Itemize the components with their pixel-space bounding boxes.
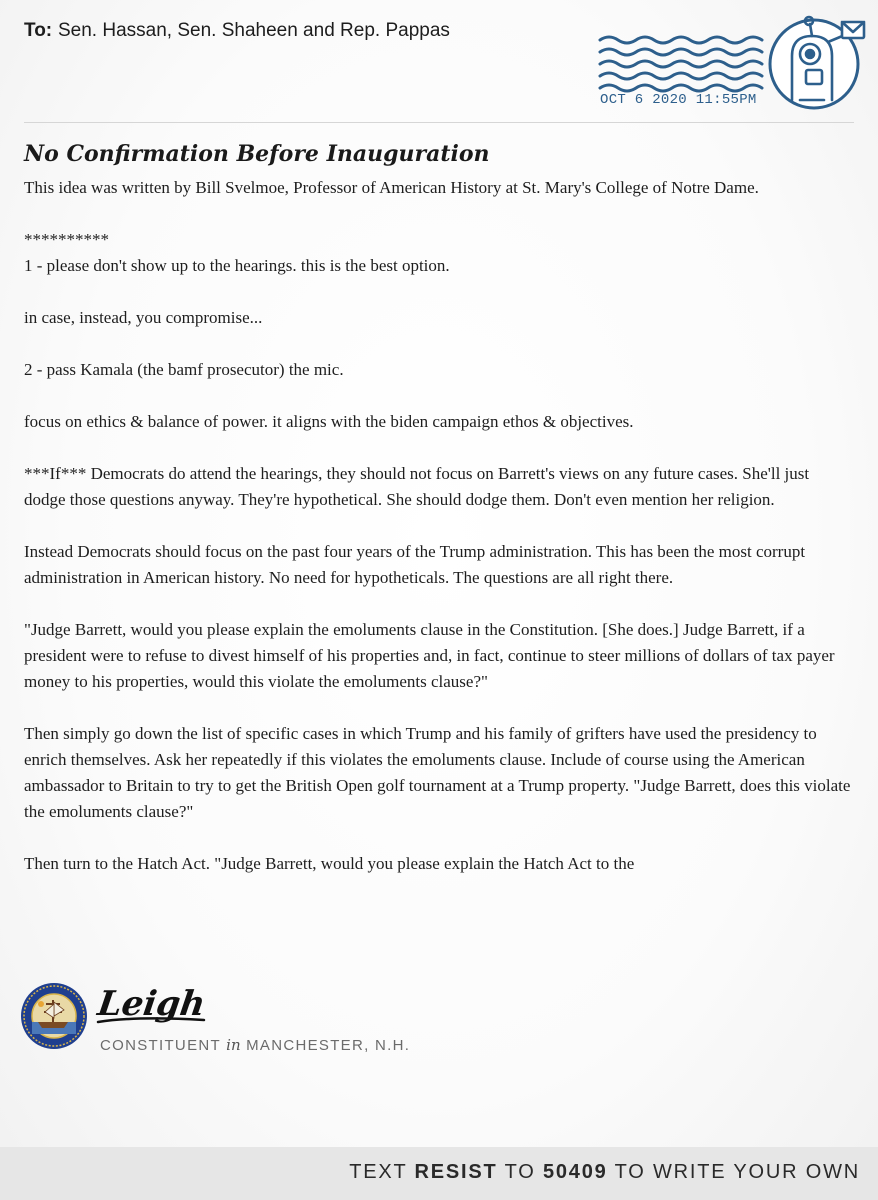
footer-suffix: TO WRITE YOUR OWN bbox=[614, 1161, 860, 1183]
letter-body bbox=[24, 175, 854, 903]
signature-name: Leigh bbox=[95, 984, 208, 1024]
footer-keyword: RESIST bbox=[414, 1161, 498, 1183]
signature-connector: in bbox=[226, 1036, 241, 1054]
paragraph-specific-cases: Then simply go down the list of specific cases in which Trump and his family of grifters have used the presidency to enrich themselves. Ask her repeatedly if this violates the emoluments clause. Include of course using the American ambassador to Britain to try to get the British Open golf tournament at a Trump property. "Judge Barrett, does this violate the emoluments clause?" bbox=[24, 724, 851, 821]
footer-number: 50409 bbox=[542, 1161, 608, 1183]
paragraph-emoluments-question: "Judge Barrett, would you please explain the emoluments clause in the Constitution. [She does.] Judge Barrett, if a president were to refuse to divest himself of his properties and, in fact, continue to steer millions of dollars of tax payer money to his properties, would this violate the emoluments clause?" bbox=[24, 620, 835, 691]
paragraph-option-1: 1 - please don't show up to the hearings. this is the best option. bbox=[24, 256, 450, 275]
nh-state-seal-icon bbox=[20, 982, 88, 1050]
signature-block bbox=[20, 982, 520, 1062]
paragraph-if-attend: ***If*** Democrats do attend the hearings, they should not focus on Barrett's views on any future cases. She'll just dodge those questions anyway. They're hypothetical. She should dodge them. Don't even mention her religion. bbox=[24, 464, 810, 509]
postmark-wavy-lines bbox=[600, 37, 762, 91]
signature-location-line bbox=[100, 1036, 410, 1054]
paragraph-separator: ********** bbox=[24, 230, 109, 249]
signature-location: MANCHESTER, N.H. bbox=[246, 1037, 411, 1054]
paragraph-option-2: 2 - pass Kamala (the bamf prosecutor) the mic. bbox=[24, 360, 344, 379]
footer-prefix: TEXT bbox=[349, 1161, 408, 1183]
paragraph-intro: This idea was written by Bill Svelmoe, Professor of American History at St. Mary's College of Notre Dame. bbox=[24, 178, 759, 197]
paragraph-hatch-act: Then turn to the Hatch Act. "Judge Barrett, would you please explain the Hatch Act to the bbox=[24, 854, 635, 873]
footer-cta bbox=[349, 1161, 860, 1184]
postmark-date: OCT 6 2020 11:55PM bbox=[600, 92, 757, 108]
signature-underline bbox=[96, 1012, 206, 1026]
letter-title: No Confirmation Before Inauguration bbox=[24, 141, 490, 167]
header-divider bbox=[24, 122, 854, 123]
recipient-header bbox=[24, 18, 544, 43]
footer-middle: TO bbox=[504, 1161, 536, 1183]
recipients: Sen. Hassan, Sen. Shaheen and Rep. Pappas bbox=[58, 20, 450, 41]
paragraph-instead: Instead Democrats should focus on the past four years of the Trump administration. This has been the most corrupt administration in American history. No need for hypotheticals. The questions are all right there. bbox=[24, 542, 806, 587]
footer-bar bbox=[0, 1147, 878, 1200]
paragraph-focus: focus on ethics & balance of power. it aligns with the biden campaign ethos & objectives. bbox=[24, 412, 634, 431]
to-label: To: bbox=[24, 20, 53, 41]
signature-role: CONSTITUENT bbox=[100, 1037, 221, 1054]
paragraph-compromise: in case, instead, you compromise... bbox=[24, 308, 263, 327]
